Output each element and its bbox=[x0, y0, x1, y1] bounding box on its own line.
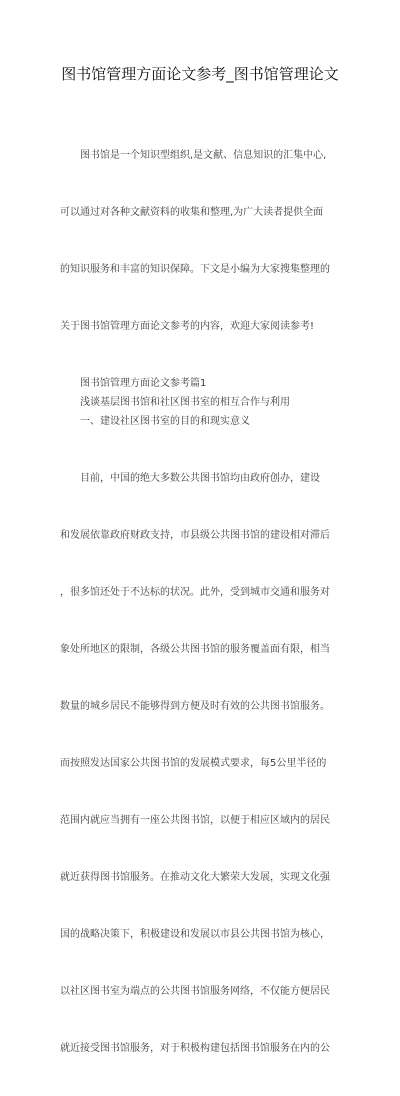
body-line: 范围内就应当拥有一座公共图书馆，以便于相应区域内的居民 bbox=[60, 815, 330, 826]
subheading: 一、建设社区图书室的目的和现实意义 bbox=[80, 416, 250, 427]
body-line: 和发展依靠政府财政支持，市县级公共图书馆的建设相对滞后 bbox=[60, 530, 330, 541]
body-paragraph bbox=[60, 431, 350, 1096]
body-line: ，很多馆还处于不达标的状况。此外，受到城市交通和服务对 bbox=[60, 587, 330, 598]
body-line: 数量的城乡居民不能够得到方便及时有效的公共图书馆服务。 bbox=[60, 701, 330, 712]
intro-line: 可以通过对各种文献资料的收集和整理,为广大读者提供全面 bbox=[60, 207, 324, 218]
intro-line: 关于图书馆管理方面论文参考的内容，欢迎大家阅读参考! bbox=[60, 321, 315, 332]
body-line: 国的战略决策下，积极建设和发展以市县公共图书馆为核心， bbox=[60, 929, 330, 940]
page-title: 图书馆管理方面论文参考_图书馆管理论文 bbox=[61, 65, 339, 83]
document-body bbox=[60, 108, 350, 1096]
body-line: 以社区图书室为端点的公共图书馆服务网络，不仅能方便居民 bbox=[60, 986, 330, 997]
body-line: 就近接受图书馆服务，对于积极构建包括图书馆服务在内的公 bbox=[60, 1043, 330, 1054]
body-line: 而按照发达国家公共图书馆的发展模式要求，每5公里半径的 bbox=[60, 758, 327, 769]
body-line: 象处所地区的限制，各级公共图书馆的服务覆盖面有限，相当 bbox=[60, 644, 330, 655]
section-heading: 图书馆管理方面论文参考篇1 bbox=[80, 378, 207, 389]
intro-line: 的知识服务和丰富的知识保障。下文是小编为大家搜集整理的 bbox=[60, 264, 330, 275]
article-title: 浅谈基层图书馆和社区图书室的相互合作与利用 bbox=[80, 397, 290, 408]
intro-paragraph bbox=[60, 108, 350, 374]
body-line: 就近获得图书馆服务。在推动文化大繁荣大发展，实现文化强 bbox=[60, 872, 330, 883]
intro-line: 图书馆是一个知识型组织,是文献、信息知识的汇集中心, bbox=[80, 150, 327, 161]
body-line: 目前，中国的绝大多数公共图书馆均由政府创办，建设 bbox=[80, 473, 320, 484]
